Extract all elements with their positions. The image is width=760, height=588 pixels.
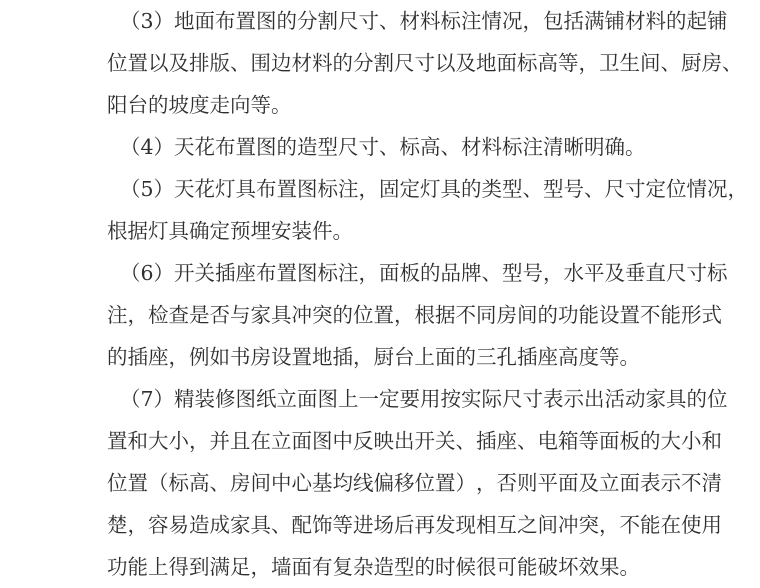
paragraph-3 [107,0,743,126]
text-line: （ 6 ） 开 关 插 座 布 置 图 标 注 ， 面 板 的 品 牌 、 型 号 ， 水 平 及 垂 直 尺 寸 标 [120,261,728,285]
text-line: 楚 ， 容 易 造 成 家 具 、 配 饰 等 进 场 后 再 发 现 相 互 之 间 冲 突 ， 不 能 在 使 用 [107,513,722,537]
text-line: 位 置 （ 标 高 、 房 间 中 心 基 均 线 偏 移 位 置 ） ， 否 则 平 面 及 立 面 表 示 不 清 [107,471,722,495]
text-line: （ 3 ） 地 面 布 置 图 的 分 割 尺 寸 、 材 料 标 注 情 况 ， 包 括 满 铺 材 料 的 起 铺 [120,9,728,33]
text-line: （ 7 ） 精 装 修 图 纸 立 面 图 上 一 定 要 用 按 实 际 尺 寸 表 示 出 活 动 家 具 的 位 [120,387,728,411]
document-text-column [107,0,749,588]
text-line: 注 ， 检 查 是 否 与 家 具 冲 突 的 位 置 ， 根 据 不 同 房 间 的 功 能 设 置 不 能 形 式 [107,303,722,327]
paragraph-5 [107,168,749,252]
text-line: 功能上得到满足，墙面有复杂造型的时候很可能破坏效果。 [107,555,640,579]
text-line: （4）天花布置图的造型尺寸、标高、材料标注清晰明确。 [120,135,646,159]
text-line: 阳台的坡度走向等。 [107,93,292,117]
text-line: 位 置 以 及 排 版 、 围 边 材 料 的 分 割 尺 寸 以 及 地 面 标 高 等 ， 卫 生 间 、 厨 房 、 [107,51,743,75]
text-line: （ 5 ） 天 花 灯 具 布 置 图 标 注 ， 固 定 灯 具 的 类 型 、 型 号 、 尺 寸 定 位 情 况 ， [120,177,749,201]
paragraph-4 [107,126,656,168]
text-line: 置 和 大 小 ， 并 且 在 立 面 图 中 反 映 出 开 关 、 插 座 、 电 箱 等 面 板 的 大 小 和 [107,429,722,453]
paragraph-7 [107,378,728,588]
paragraph-6 [107,252,728,378]
text-line: 的插座，例如书房设置地插，厨台上面的三孔插座高度等。 [107,345,640,369]
text-line: 根据灯具确定预埋安装件。 [107,219,353,243]
